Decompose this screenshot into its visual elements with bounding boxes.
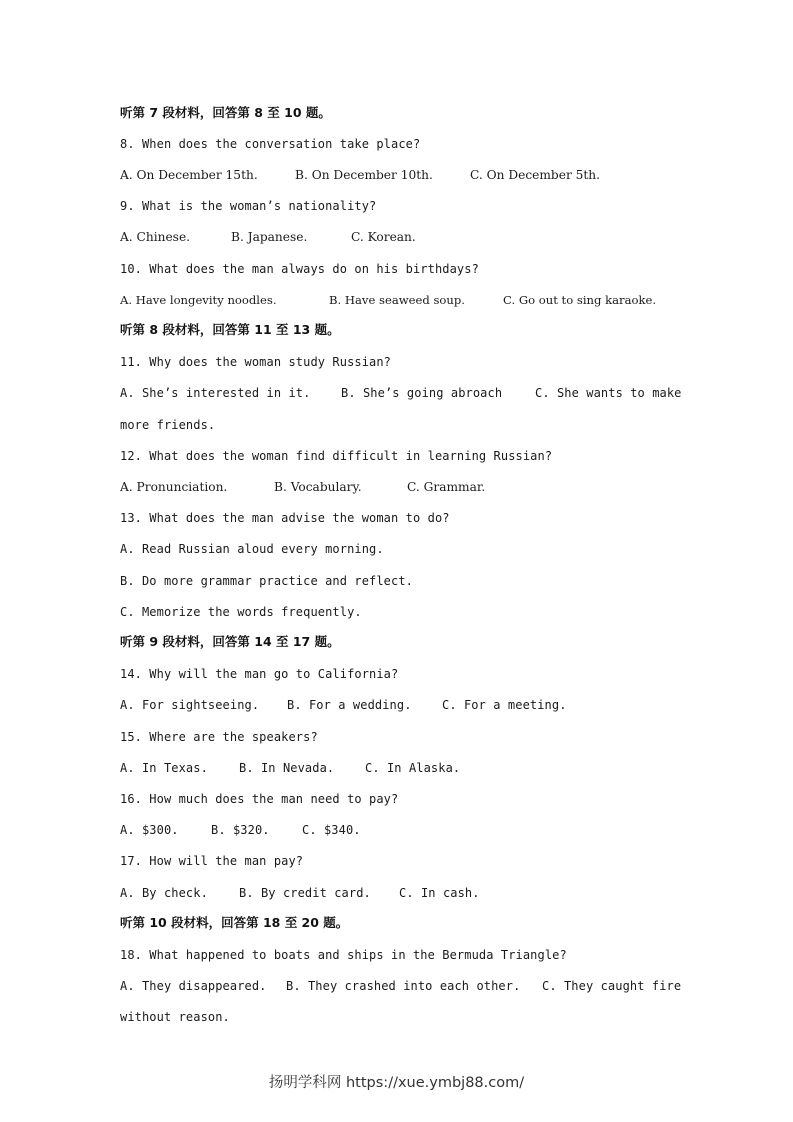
option-b: B. For a wedding. xyxy=(287,698,412,712)
question-9: 9. What is the woman’s nationality? xyxy=(120,199,377,213)
option-b: B. By credit card. xyxy=(239,886,371,900)
section-heading: 听第 10 段材料，回答第 18 至 20 题。 xyxy=(120,915,349,930)
section-heading: 听第 9 段材料，回答第 14 至 17 题。 xyxy=(120,634,340,649)
option-a: A. Read Russian aloud every morning. xyxy=(120,542,384,556)
question-8: 8. When does the conversation take place? xyxy=(120,137,421,151)
option-b: B. Vocabulary. xyxy=(274,480,362,494)
option-c: C. Memorize the words frequently. xyxy=(120,605,362,619)
option-continuation: more friends. xyxy=(120,418,216,432)
options-row xyxy=(120,167,601,183)
options-row xyxy=(120,978,682,994)
question-13: 13. What does the man advise the woman to do? xyxy=(120,511,450,525)
options-row xyxy=(120,760,461,776)
option-a: A. Pronunciation. xyxy=(120,480,228,494)
option-c: C. Go out to sing karaoke. xyxy=(503,293,657,307)
option-b: B. Do more grammar practice and reflect. xyxy=(120,574,413,588)
option-a: A. Have longevity noodles. xyxy=(120,293,277,307)
option-a: A. By check. xyxy=(120,886,208,900)
option-b: B. In Nevada. xyxy=(239,761,335,775)
question-16: 16. How much does the man need to pay? xyxy=(120,792,399,806)
option-a: A. For sightseeing. xyxy=(120,698,260,712)
option-a: A. On December 15th. xyxy=(120,168,258,182)
option-b: B. They crashed into each other. xyxy=(286,979,521,993)
question-14: 14. Why will the man go to California? xyxy=(120,667,399,681)
options-row xyxy=(120,385,682,401)
question-12: 12. What does the woman find difficult in learning Russian? xyxy=(120,449,553,463)
question-17: 17. How will the man pay? xyxy=(120,854,304,868)
option-c: C. In cash. xyxy=(399,886,480,900)
options-row xyxy=(120,229,416,245)
option-c: C. Korean. xyxy=(351,230,416,244)
option-b: B. $320. xyxy=(211,823,270,837)
options-row xyxy=(120,822,361,838)
options-row xyxy=(120,479,486,495)
option-a: A. She’s interested in it. xyxy=(120,386,311,400)
options-row xyxy=(120,885,480,901)
page-footer-watermark: 扬明学科网 https://xue.ymbj88.com/ xyxy=(268,1075,525,1091)
option-b: B. Have seaweed soup. xyxy=(329,293,465,307)
option-c: C. They caught fire xyxy=(542,979,682,993)
question-10: 10. What does the man always do on his birthdays? xyxy=(120,262,479,276)
option-c: C. In Alaska. xyxy=(365,761,461,775)
section-heading: 听第 7 段材料，回答第 8 至 10 题。 xyxy=(120,105,331,120)
options-row xyxy=(120,697,567,713)
option-a: A. They disappeared. xyxy=(120,979,267,993)
question-15: 15. Where are the speakers? xyxy=(120,730,318,744)
option-a: A. In Texas. xyxy=(120,761,208,775)
option-b: B. Japanese. xyxy=(231,230,308,244)
options-row xyxy=(120,292,657,308)
question-11: 11. Why does the woman study Russian? xyxy=(120,355,392,369)
option-c: C. $340. xyxy=(302,823,361,837)
option-a: A. Chinese. xyxy=(120,230,191,244)
option-c: C. On December 5th. xyxy=(470,168,601,182)
option-c: C. For a meeting. xyxy=(442,698,567,712)
option-b: B. On December 10th. xyxy=(295,168,433,182)
option-c: C. Grammar. xyxy=(407,480,486,494)
section-heading: 听第 8 段材料，回答第 11 至 13 题。 xyxy=(120,322,340,337)
option-a: A. $300. xyxy=(120,823,179,837)
question-18: 18. What happened to boats and ships in the Bermuda Triangle? xyxy=(120,948,567,962)
option-b: B. She’s going abroach xyxy=(341,386,503,400)
option-c: C. She wants to make xyxy=(535,386,682,400)
option-continuation: without reason. xyxy=(120,1010,230,1024)
